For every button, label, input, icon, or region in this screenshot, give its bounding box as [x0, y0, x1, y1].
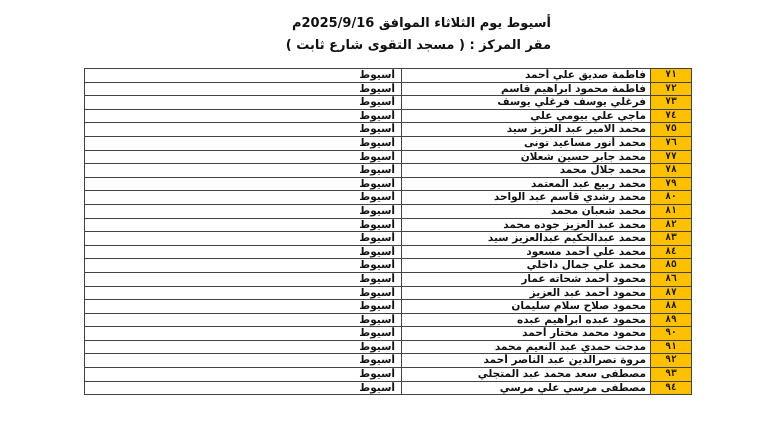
table-row: [85, 177, 692, 191]
row-number-cell: ٨٢: [651, 218, 692, 232]
table-row: [85, 381, 692, 395]
name-cell: فاطمة صديق علي أحمد: [402, 69, 651, 83]
table-row: [85, 286, 692, 300]
city-cell: أسيوط: [85, 69, 402, 83]
city-cell: أسيوط: [85, 272, 402, 286]
name-cell: محمد جابر حسين شعلان: [402, 150, 651, 164]
row-number-cell: ٨٧: [651, 286, 692, 300]
table-row: [85, 136, 692, 150]
name-cell: محمود عبده ابراهيم عبده: [402, 313, 651, 327]
name-cell: محمد ربيع عبد المعتمد: [402, 177, 651, 191]
name-cell: محمد رشدي قاسم عبد الواحد: [402, 191, 651, 205]
table-row: [85, 340, 692, 354]
name-cell: محمد الامير عبد العزيز سيد: [402, 123, 651, 137]
names-table-wrapper: [84, 68, 692, 395]
name-cell: محمد أنور مساعيد تونى: [402, 136, 651, 150]
table-row: [85, 272, 692, 286]
table-row: [85, 96, 692, 110]
table-row: [85, 313, 692, 327]
name-cell: محمود محمد مختار أحمد: [402, 327, 651, 341]
table-row: [85, 69, 692, 83]
row-number-cell: ٧٢: [651, 82, 692, 96]
row-number-cell: ٧٤: [651, 109, 692, 123]
city-cell: أسيوط: [85, 177, 402, 191]
table-row: [85, 123, 692, 137]
city-cell: أسيوط: [85, 368, 402, 382]
name-cell: محمد عبد العزيز جوده محمد: [402, 218, 651, 232]
row-number-cell: ٨٤: [651, 245, 692, 259]
city-cell: أسيوط: [85, 109, 402, 123]
row-number-cell: ٧٩: [651, 177, 692, 191]
name-cell: محمود صلاح سلام سليمان: [402, 300, 651, 314]
names-table: [84, 68, 692, 395]
city-cell: أسيوط: [85, 150, 402, 164]
row-number-cell: ٨٣: [651, 232, 692, 246]
venue-line: مقر المركز : ( مسجد التقوى شارع ثابت ): [285, 38, 551, 53]
table-row: [85, 109, 692, 123]
row-number-cell: ٧٦: [651, 136, 692, 150]
name-cell: محمد علي جمال داخلي: [402, 259, 651, 273]
name-cell: فاطمة محمود ابراهيم قاسم: [402, 82, 651, 96]
document-header: [286, 14, 551, 56]
row-number-cell: ٩٠: [651, 327, 692, 341]
row-number-cell: ٧٧: [651, 150, 692, 164]
names-table-body: [85, 69, 692, 395]
table-row: [85, 218, 692, 232]
table-row: [85, 259, 692, 273]
row-number-cell: ٩١: [651, 340, 692, 354]
city-cell: أسيوط: [85, 381, 402, 395]
city-cell: أسيوط: [85, 164, 402, 178]
row-number-cell: ٩٢: [651, 354, 692, 368]
name-cell: مصطفى سعد محمد عبد المتجلي: [402, 368, 651, 382]
row-number-cell: ٧٣: [651, 96, 692, 110]
city-cell: أسيوط: [85, 123, 402, 137]
name-cell: ماجي علي بيومي علي: [402, 109, 651, 123]
table-row: [85, 354, 692, 368]
row-number-cell: ٧١: [651, 69, 692, 83]
city-cell: أسيوط: [85, 286, 402, 300]
city-cell: أسيوط: [85, 245, 402, 259]
city-cell: أسيوط: [85, 191, 402, 205]
row-number-cell: ٩٤: [651, 381, 692, 395]
name-cell: محمود أحمد شحاته عمار: [402, 272, 651, 286]
city-cell: أسيوط: [85, 136, 402, 150]
table-row: [85, 82, 692, 96]
row-number-cell: ٨٦: [651, 272, 692, 286]
city-cell: أسيوط: [85, 313, 402, 327]
row-number-cell: ٩٣: [651, 368, 692, 382]
city-cell: أسيوط: [85, 354, 402, 368]
city-cell: أسيوط: [85, 218, 402, 232]
name-cell: مصطفى مرسي علي مرسي: [402, 381, 651, 395]
table-row: [85, 164, 692, 178]
row-number-cell: ٧٥: [651, 123, 692, 137]
table-row: [85, 150, 692, 164]
name-cell: محمد عبدالحكيم عبدالعزيز سيد: [402, 232, 651, 246]
city-cell: أسيوط: [85, 300, 402, 314]
city-cell: أسيوط: [85, 82, 402, 96]
name-cell: مروة نصرالدين عبد الناصر أحمد: [402, 354, 651, 368]
date-line: أسيوط يوم الثلاثاء الموافق 2025/9/16م: [291, 16, 551, 31]
row-number-cell: ٨٨: [651, 300, 692, 314]
city-cell: أسيوط: [85, 96, 402, 110]
name-cell: محمد شعبان محمد: [402, 204, 651, 218]
row-number-cell: ٨٩: [651, 313, 692, 327]
row-number-cell: ٧٨: [651, 164, 692, 178]
table-row: [85, 300, 692, 314]
row-number-cell: ٨٠: [651, 191, 692, 205]
table-row: [85, 191, 692, 205]
city-cell: أسيوط: [85, 340, 402, 354]
name-cell: محمود أحمد عبد العزيز: [402, 286, 651, 300]
table-row: [85, 232, 692, 246]
city-cell: أسيوط: [85, 232, 402, 246]
row-number-cell: ٨٥: [651, 259, 692, 273]
table-row: [85, 204, 692, 218]
name-cell: محمد علي أحمد مسعود: [402, 245, 651, 259]
name-cell: محمد جلال محمد: [402, 164, 651, 178]
row-number-cell: ٨١: [651, 204, 692, 218]
name-cell: فرغلي يوسف فرغلي يوسف: [402, 96, 651, 110]
city-cell: أسيوط: [85, 327, 402, 341]
table-row: [85, 368, 692, 382]
city-cell: أسيوط: [85, 259, 402, 273]
table-row: [85, 327, 692, 341]
table-row: [85, 245, 692, 259]
city-cell: أسيوط: [85, 204, 402, 218]
name-cell: مدحت حمدي عبد النعيم محمد: [402, 340, 651, 354]
